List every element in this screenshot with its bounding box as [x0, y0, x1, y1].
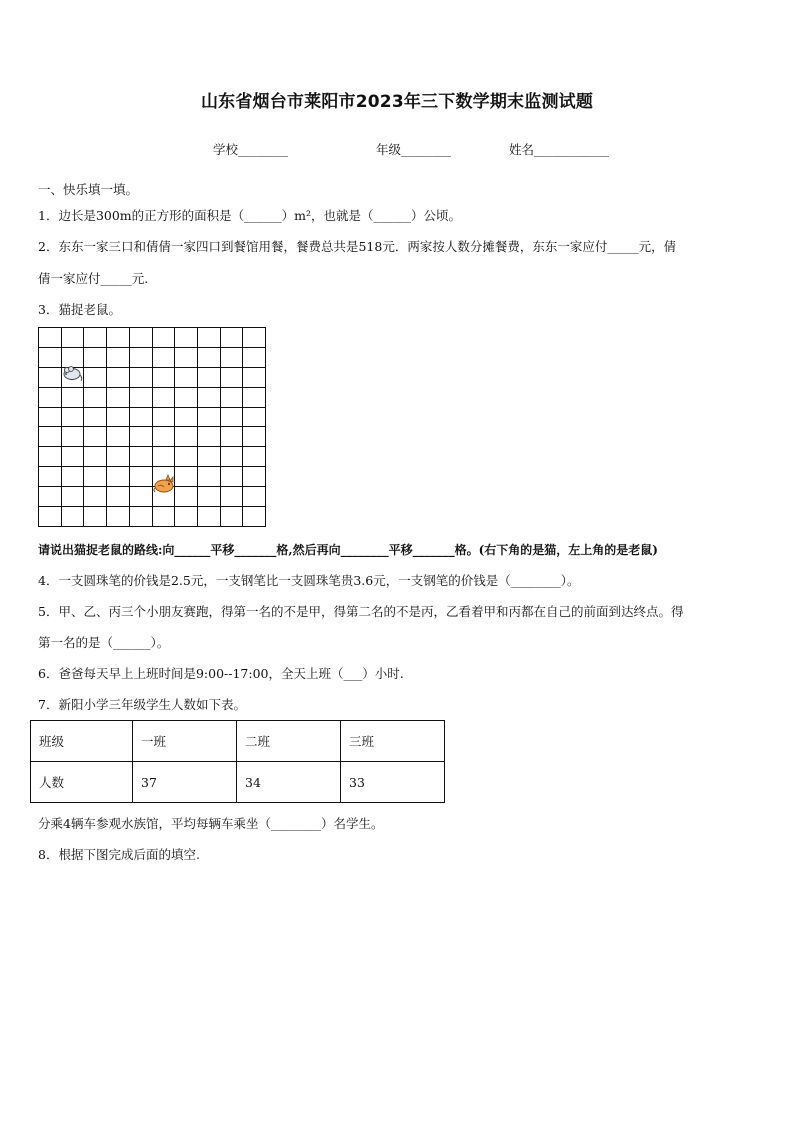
- grid-cell: [153, 348, 176, 368]
- grid-cell: [198, 507, 221, 527]
- grid-cell: [175, 447, 198, 467]
- grid-cell: [198, 408, 221, 428]
- question-7-followup: 分乘4辆车参观水族馆，平均每辆车乘坐（________）名学生。: [38, 816, 384, 831]
- grid-cell: [243, 408, 266, 428]
- table-cell: 人数: [31, 762, 133, 803]
- grid-cell: [175, 348, 198, 368]
- grid-cell: [221, 328, 244, 348]
- grid-cell: [243, 487, 266, 507]
- grid-cell: [84, 487, 107, 507]
- grid-cell: [198, 388, 221, 408]
- grid-cell: [39, 447, 62, 467]
- grid-cell: [84, 368, 107, 388]
- table-cell: 37: [133, 762, 237, 803]
- grid-cell: [175, 368, 198, 388]
- grid-cell: [130, 507, 153, 527]
- question-3: 3．猫捉老鼠。: [38, 302, 121, 317]
- grid-cell: [221, 427, 244, 447]
- question-2-line-1: 2．东东一家三口和倩倩一家四口到餐馆用餐，餐费总共是518元．两家按人数分摊餐费，东东一家应付_____元，倩: [38, 239, 677, 254]
- grid-cell: [198, 427, 221, 447]
- grid-cell: [175, 427, 198, 447]
- cat-icon: [152, 474, 176, 494]
- grid-cell: [153, 328, 176, 348]
- class-size-table: [30, 720, 445, 803]
- grid-cell: [39, 388, 62, 408]
- grid-cell: [84, 427, 107, 447]
- grid-cell: [175, 507, 198, 527]
- grid-cell: [175, 467, 198, 487]
- grid-cell: [107, 507, 130, 527]
- school-field[interactable]: 学校________: [213, 142, 289, 157]
- question-8: 8．根据下图完成后面的填空.: [38, 847, 200, 862]
- grid-cell: [243, 368, 266, 388]
- grid-cell: [62, 507, 85, 527]
- grid-cell: [153, 408, 176, 428]
- table-cell: 33: [341, 762, 445, 803]
- grid-cell: [62, 467, 85, 487]
- grid-cell: [153, 507, 176, 527]
- grid-cell: [84, 447, 107, 467]
- grid-cell: [198, 368, 221, 388]
- mouse-icon: [61, 364, 83, 382]
- grid-cell: [243, 388, 266, 408]
- grid-cell: [243, 447, 266, 467]
- grid-cell: [107, 388, 130, 408]
- grid-cell: [130, 408, 153, 428]
- page-title: 山东省烟台市莱阳市2023年三下数学期末监测试题: [200, 92, 594, 112]
- question-6: 6．爸爸每天早上上班时间是9:00--17:00，全天上班（___）小时.: [38, 666, 404, 681]
- grid-cell: [39, 368, 62, 388]
- grid-cell: [221, 368, 244, 388]
- grid-cell: [39, 328, 62, 348]
- table-cell: 三班: [341, 721, 445, 762]
- question-7: 7．新阳小学三年级学生人数如下表。: [38, 697, 246, 712]
- grid-cell: [39, 507, 62, 527]
- grid-cell: [84, 348, 107, 368]
- grid-cell: [62, 427, 85, 447]
- grid-cell: [175, 408, 198, 428]
- grid-cell: [84, 507, 107, 527]
- grid-cell: [221, 467, 244, 487]
- grid-cell: [130, 388, 153, 408]
- grid-cell: [243, 328, 266, 348]
- name-field[interactable]: 姓名____________: [509, 142, 610, 157]
- grid-cell: [221, 487, 244, 507]
- grid-cell: [221, 388, 244, 408]
- grid-cell: [107, 368, 130, 388]
- grid-cell: [107, 487, 130, 507]
- grid-cell: [221, 348, 244, 368]
- grid-cell: [221, 447, 244, 467]
- grid-cell: [84, 408, 107, 428]
- question-1: 1．边长是300m的正方形的面积是（______）m²，也就是（______）公顷。: [38, 208, 462, 223]
- grid-cell: [130, 368, 153, 388]
- grid-cell: [221, 408, 244, 428]
- grid-cell: [175, 388, 198, 408]
- grid-cell: [62, 408, 85, 428]
- table-cell: 一班: [133, 721, 237, 762]
- grid-cell: [198, 447, 221, 467]
- grid-cell: [130, 328, 153, 348]
- grid-cell: [62, 388, 85, 408]
- question-3-route: 请说出猫捉老鼠的路线:向______平移_______格,然后再向________平移_______格。(右下角的是猫，左上角的是老鼠): [38, 543, 658, 557]
- grade-field[interactable]: 年级________: [376, 142, 452, 157]
- grid-cell: [130, 467, 153, 487]
- grid-cell: [39, 467, 62, 487]
- grid-cell: [198, 328, 221, 348]
- grid-cell: [198, 487, 221, 507]
- grid-cell: [175, 487, 198, 507]
- grid-cell: [62, 447, 85, 467]
- grid-cell: [39, 348, 62, 368]
- grid-cell: [107, 447, 130, 467]
- grid-cell: [153, 447, 176, 467]
- grid-cell: [153, 368, 176, 388]
- question-5-line-1: 5．甲、乙、丙三个小朋友赛跑，得第一名的不是甲，得第二名的不是丙，乙看着甲和丙都在自己的前面到达终点。得: [38, 604, 684, 619]
- cat-mouse-grid: [38, 327, 266, 527]
- grid-cell: [198, 348, 221, 368]
- grid-cell: [39, 408, 62, 428]
- grid-cell: [153, 388, 176, 408]
- grid-cell: [243, 348, 266, 368]
- table-cell: 二班: [237, 721, 341, 762]
- grid-cell: [130, 487, 153, 507]
- grid-cell: [107, 467, 130, 487]
- grid-cell: [175, 328, 198, 348]
- grid-cell: [153, 427, 176, 447]
- question-2-line-2: 倩一家应付_____元.: [38, 271, 149, 286]
- table-header-row: [31, 721, 445, 762]
- grid-cell: [107, 348, 130, 368]
- grid-cell: [221, 507, 244, 527]
- grid-cell: [107, 328, 130, 348]
- grid-cell: [107, 408, 130, 428]
- question-4: 4．一支圆珠笔的价钱是2.5元，一支钢笔比一支圆珠笔贵3.6元，一支钢笔的价钱是（________）。: [38, 573, 580, 588]
- table-cell: 34: [237, 762, 341, 803]
- grid-cell: [62, 328, 85, 348]
- grid-cell: [130, 447, 153, 467]
- question-5-line-2: 第一名的是（______）。: [38, 635, 170, 650]
- section-heading: 一、快乐填一填。: [38, 182, 139, 197]
- grid-cell: [62, 487, 85, 507]
- grid-cell: [243, 507, 266, 527]
- grid-cell: [84, 388, 107, 408]
- grid-cell: [84, 467, 107, 487]
- grid-cell: [130, 427, 153, 447]
- grid-cell: [39, 487, 62, 507]
- grid-cell: [243, 467, 266, 487]
- grid-cell: [130, 348, 153, 368]
- grid-cell: [107, 427, 130, 447]
- table-row: [31, 762, 445, 803]
- grid-cell: [243, 427, 266, 447]
- grid-cell: [39, 427, 62, 447]
- grid-cell: [84, 328, 107, 348]
- grid-cell: [198, 467, 221, 487]
- table-cell: 班级: [31, 721, 133, 762]
